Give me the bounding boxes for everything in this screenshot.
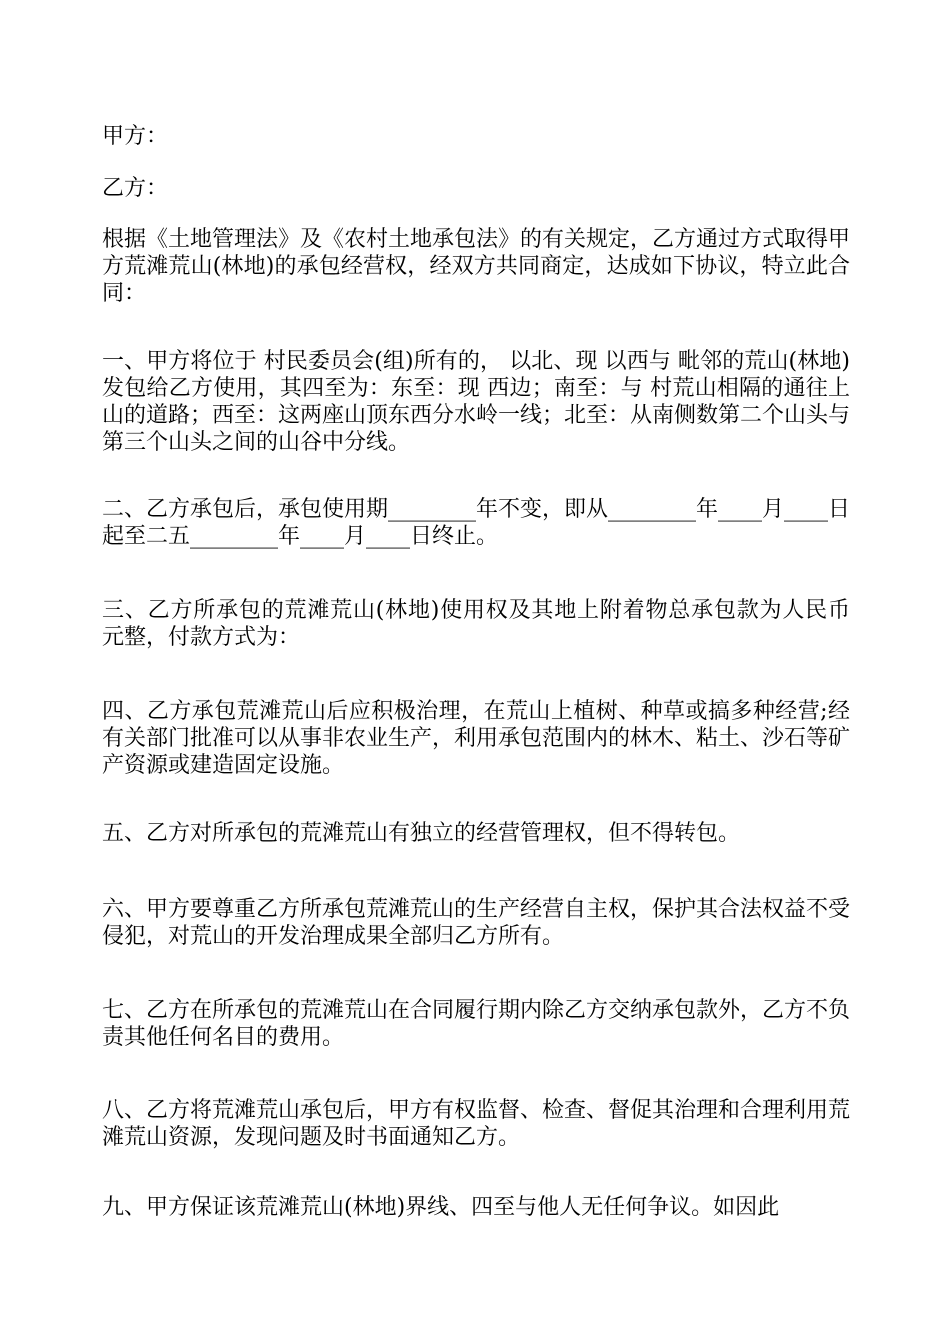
clause-5-paragraph: 五、乙方对所承包的荒滩荒山有独立的经营管理权，但不得转包。 [102,821,741,846]
clause-2-paragraph: 二、乙方承包后，承包使用期________年不变，即从________年____月____日起至二五________年____月____日终止。 [102,497,851,549]
clause-4-paragraph: 四、乙方承包荒滩荒山后应积极治理，在荒山上植树、种草或搞多种经营;经有关部门批准可以从事非农业生产，利用承包范围内的林木、粘土、沙石等矿产资源或建造固定设施。 [102,699,851,778]
party-a-line: 甲方： [102,124,169,149]
clause-9-paragraph: 九、甲方保证该荒滩荒山(林地)界线、四至与他人无任何争议。如因此 [102,1195,780,1220]
clause-3-paragraph: 三、乙方所承包的荒滩荒山(林地)使用权及其地上附着物总承包款为人民币 元整，付款方式为： [102,598,850,650]
clause-6-paragraph: 六、甲方要尊重乙方所承包荒滩荒山的生产经营自主权，保护其合法权益不受侵犯，对荒山的开发治理成果全部归乙方所有。 [102,897,851,949]
preamble-paragraph: 根据《土地管理法》及《农村土地承包法》的有关规定，乙方通过方式取得甲方荒滩荒山(林地)的承包经营权，经双方共同商定，达成如下协议，特立此合同： [102,227,851,306]
clause-1-paragraph: 一、甲方将位于 村民委员会(组)所有的， 以北、现 以西与 毗邻的荒山(林地)发包给乙方使用，其四至为：东至：现 西边；南至：与 村荒山相隔的通往上山的道路；西至：这两座山顶东西分水岭一线；北至：从南侧数第二个山头与第三个山头之间的山谷中分线。 [102,349,851,455]
clause-7-paragraph: 七、乙方在所承包的荒滩荒山在合同履行期内除乙方交纳承包款外，乙方不负责其他任何名目的费用。 [102,998,851,1050]
clause-8-paragraph: 八、乙方将荒滩荒山承包后，甲方有权监督、检查、督促其治理和合理利用荒滩荒山资源，发现问题及时书面通知乙方。 [102,1098,851,1150]
party-b-line: 乙方： [102,176,169,201]
